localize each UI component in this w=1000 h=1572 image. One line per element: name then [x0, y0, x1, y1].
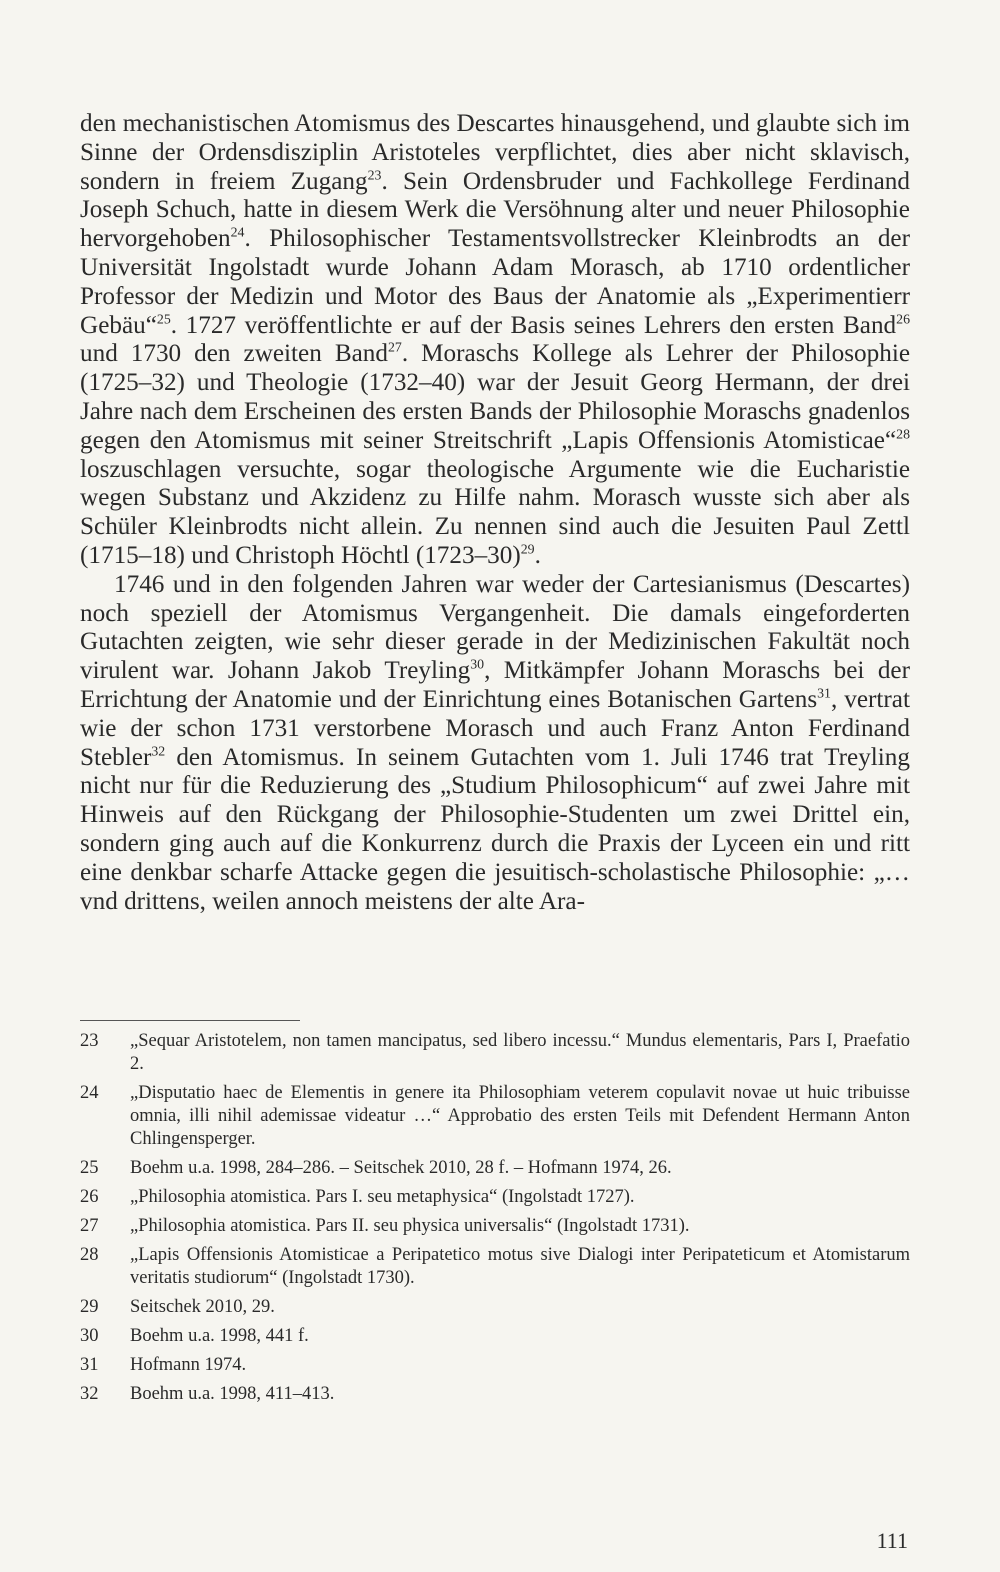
footnote-number: 32: [80, 1384, 99, 1404]
text-run: den mechanistischen Atomismus des Descartes hinausgehend, und glaubte sich im Sinne der Ordensdisziplin Aristoteles verpflichtet, dies aber nicht sklavisch, sondern in freiem Zugang: [80, 110, 910, 195]
footnote-text: Hofmann 1974.: [130, 1355, 247, 1375]
paragraph-1: [80, 110, 910, 571]
footnote-28: [80, 1244, 910, 1290]
footnote-ref-31[interactable]: 31: [817, 685, 831, 701]
page-number: 111: [876, 1528, 908, 1553]
footnote-23: [80, 1030, 910, 1076]
footnote-24: [80, 1082, 910, 1151]
footnote-text: Seitschek 2010, 29.: [130, 1297, 275, 1317]
footnote-29: [80, 1296, 910, 1319]
footnote-ref-28[interactable]: 28: [896, 426, 910, 442]
footnote-27: [80, 1215, 910, 1238]
footnote-text: „Sequar Aristotelem, non tamen mancipatus, sed libero incessu.“ Mundus elementaris, Pars I, Praefatio 2.: [130, 1031, 910, 1074]
text-run: . Moraschs Kollege als Lehrer der Philosophie (1725–32) und Theologie (1732–40) war der Jesuit Georg Hermann, der drei Jahre nach dem Erscheinen des ersten Bands der Philosophie Moraschs gnadenlos gegen den Atomismus mit seiner Streitschrift „Lapis Offensionis Atomisticae“: [80, 340, 910, 454]
text-run: , vertrat wie der schon 1731 verstorbene Morasch und auch Franz Anton Ferdinand Stebler: [80, 685, 910, 771]
footnote-ref-25[interactable]: 25: [156, 311, 171, 327]
footnote-divider: [80, 1020, 300, 1021]
footnote-number: 27: [80, 1216, 99, 1236]
footnote-text: „Disputatio haec de Elementis in genere ita Philosophiam veterem copulavit novae ut huic tribuisse omnia, illi nihil ademissae videatur …“ Approbatio des ersten Teils mit Defendent Hermann Anton Chlingensperger.: [130, 1083, 910, 1149]
footnote-ref-27[interactable]: 27: [388, 339, 402, 355]
main-text: [80, 110, 910, 916]
footnote-ref-23[interactable]: 23: [367, 167, 382, 183]
text-run: .: [534, 541, 541, 569]
footnote-number: 30: [80, 1326, 99, 1346]
footnote-ref-24[interactable]: 24: [230, 224, 245, 240]
footnote-number: 25: [80, 1158, 99, 1178]
footnote-text: Boehm u.a. 1998, 284–286. – Seitschek 2010, 28 f. – Hofmann 1974, 26.: [130, 1158, 672, 1178]
footnote-number: 26: [80, 1187, 99, 1207]
footnote-text: „Philosophia atomistica. Pars I. seu metaphysica“ (Ingolstadt 1727).: [130, 1187, 635, 1207]
footnote-ref-30[interactable]: 30: [470, 656, 485, 672]
footnote-25: [80, 1157, 910, 1180]
text-run: . 1727 veröffentlichte er auf der Basis seines Lehrers den ersten Band: [170, 311, 897, 339]
footnote-31: [80, 1354, 910, 1377]
footnote-text: „Philosophia atomistica. Pars II. seu physica universalis“ (Ingolstadt 1731).: [130, 1216, 690, 1236]
text-run: , Mitkämpfer Johann Moraschs bei der Errichtung der Anatomie und der Einrichtung eines Botanischen Gartens: [80, 657, 910, 713]
footnote-number: 28: [80, 1245, 99, 1265]
footnote-26: [80, 1186, 910, 1209]
text-run: . Philosophischer Testamentsvollstrecker Kleinbrodts an der Universität Ingolstadt wurde Johann Adam Morasch, ab 1710 ordentlicher Professor der Medizin und Motor des Baus der Anatomie als „Experimentierr Gebäu“: [80, 225, 910, 339]
footnote-number: 29: [80, 1297, 99, 1317]
text-run: loszuschlagen versuchte, sogar theologische Argumente wie die Eucharistie wegen Substanz und Akzidenz zu Hilfe nahm. Morasch wusste sich aber als Schüler Kleinbrodts nicht allein. Zu nennen sind auch die Jesuiten Paul Zettl (1715–18) und Christoph Höchtl (1723–30): [80, 455, 910, 569]
footnote-ref-29[interactable]: 29: [520, 541, 535, 557]
text-run: 1746 und in den folgenden Jahren war weder der Cartesianismus (Descartes) noch speziell der Atomismus Vergangenheit. Die damals eingeforderten Gutachten zeigten, wie sehr dieser gerade in der Medizinischen Fakultät noch virulent war. Johann Jakob Treyling: [80, 570, 910, 685]
footnote-text: „Lapis Offensionis Atomisticae a Peripatetico motus sive Dialogi inter Peripateticum et Atomistarum veritatis studiorum“ (Ingolstadt 1730).: [130, 1245, 910, 1288]
footnote-ref-26[interactable]: 26: [896, 311, 910, 327]
footnote-32: [80, 1383, 910, 1406]
footnote-text: Boehm u.a. 1998, 411–413.: [130, 1384, 335, 1404]
footnote-number: 24: [80, 1083, 99, 1103]
text-run: und 1730 den zweiten Band: [80, 340, 388, 368]
footnote-number: 23: [80, 1031, 99, 1051]
footnote-number: 31: [80, 1355, 99, 1375]
footnote-ref-32[interactable]: 32: [151, 743, 166, 759]
footnote-text: Boehm u.a. 1998, 441 f.: [130, 1326, 309, 1346]
paragraph-2: [80, 571, 910, 917]
footnote-30: [80, 1325, 910, 1348]
footnotes: [80, 1030, 910, 1412]
text-run: . Sein Ordensbruder und Fachkollege Ferdinand Joseph Schuch, hatte in diesem Werk die Versöhnung alter und neuer Philosophie hervorgehoben: [80, 167, 910, 253]
text-run: den Atomismus. In seinem Gutachten vom 1. Juli 1746 trat Treyling nicht nur für die Reduzierung des „Studium Philosophicum“ auf zwei Jahre mit Hinweis auf den Rückgang der Philosophie-Studenten um zwei Drittel ein, sondern ging auch auf die Konkurrenz durch die Praxis der Lyceen ein und ritt eine denkbar scharfe Attacke gegen die jesuitisch-scholastische Philosophie: „… vnd drittens, weilen annoch meistens der alte Ara-: [80, 743, 910, 915]
